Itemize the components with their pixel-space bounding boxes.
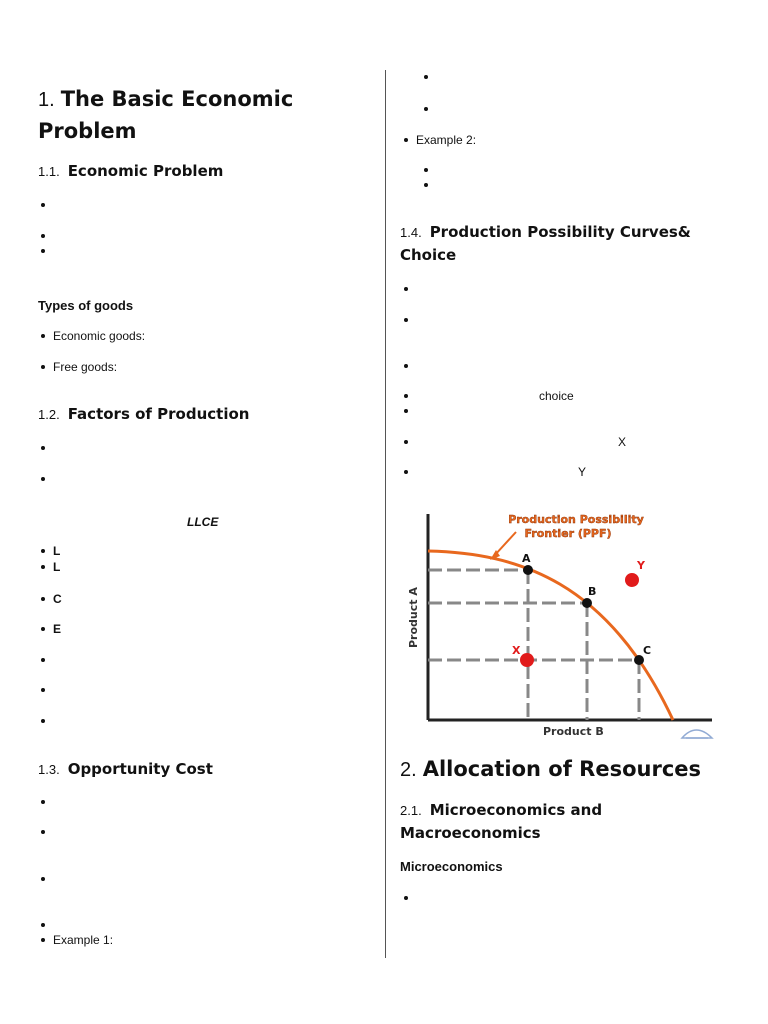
watermark-logo (682, 730, 712, 738)
ppf-title-line2: Frontier (PPF) (524, 527, 612, 540)
bullet-factor-land: L (41, 544, 60, 558)
bullet-factor-enterprise: E (41, 622, 61, 636)
bullet-item (404, 282, 416, 296)
bullet-item (41, 872, 53, 886)
bullet-economic-goods: Economic goods: (41, 329, 145, 343)
bullet-item (41, 918, 53, 932)
ppf-title-line1: Production Possibility (508, 513, 644, 526)
heading-factors-of-production: 1.2. Factors of Production (38, 405, 250, 423)
bullet-item (41, 683, 53, 697)
guide-lines (428, 570, 639, 720)
bullet-item (41, 825, 53, 839)
y-axis-label: Product A (407, 587, 420, 648)
heading-opportunity-cost: 1.3. Opportunity Cost (38, 760, 213, 778)
choice-text: choice (539, 389, 574, 403)
types-of-goods-label: Types of goods (38, 298, 134, 313)
label-b: B (588, 585, 597, 598)
bullet-factor-labour: L (41, 560, 60, 574)
y-text: Y (578, 465, 587, 479)
bullet-item (404, 435, 416, 449)
heading-ppc-choice: 1.4. Production Possibility Curves& Choice (400, 223, 691, 264)
bullet-item (41, 472, 53, 486)
point-a (523, 565, 533, 575)
bullet-item (404, 359, 416, 373)
label-a: A (522, 552, 531, 565)
bullet-item (404, 465, 416, 479)
label-y: Y (637, 559, 645, 572)
bullet-item (404, 389, 416, 403)
bullet-item (424, 102, 436, 116)
bullet-item (404, 404, 416, 418)
bullet-item (404, 313, 416, 327)
bullet-example-1: Example 1: (41, 933, 113, 947)
bullet-item (41, 229, 53, 243)
x-axis-label: Product B (543, 725, 604, 738)
heading-economic-problem: 1.1. Economic Problem (38, 162, 224, 180)
bullet-item (424, 163, 436, 177)
point-x (520, 653, 534, 667)
heading-micro-macro: 2.1. Microeconomics and Macroeconomics (400, 801, 603, 842)
heading-basic-economic-problem: 1. The Basic Economic Problem (38, 87, 294, 143)
bullet-item (41, 653, 53, 667)
ppf-diagram (398, 506, 720, 742)
x-text: X (618, 435, 627, 449)
bullet-factor-capital: C (41, 592, 62, 606)
bullet-item (424, 178, 436, 192)
llce-label: LLCE (187, 515, 219, 529)
bullet-item (41, 198, 53, 212)
microeconomics-label: Microeconomics (400, 859, 503, 874)
label-c: C (643, 644, 652, 657)
bullet-item (41, 795, 53, 809)
point-b (582, 598, 592, 608)
bullet-item (41, 244, 53, 258)
bullet-free-goods: Free goods: (41, 360, 117, 374)
bullet-item (404, 891, 416, 905)
bullet-example-2: Example 2: (404, 133, 476, 147)
point-y (625, 573, 639, 587)
bullet-item (41, 441, 53, 455)
bullet-item (41, 714, 53, 728)
bullet-item (424, 70, 436, 84)
column-divider (385, 70, 386, 958)
heading-allocation-of-resources: 2. Allocation of Resources (400, 757, 702, 781)
label-x: X (512, 644, 521, 657)
